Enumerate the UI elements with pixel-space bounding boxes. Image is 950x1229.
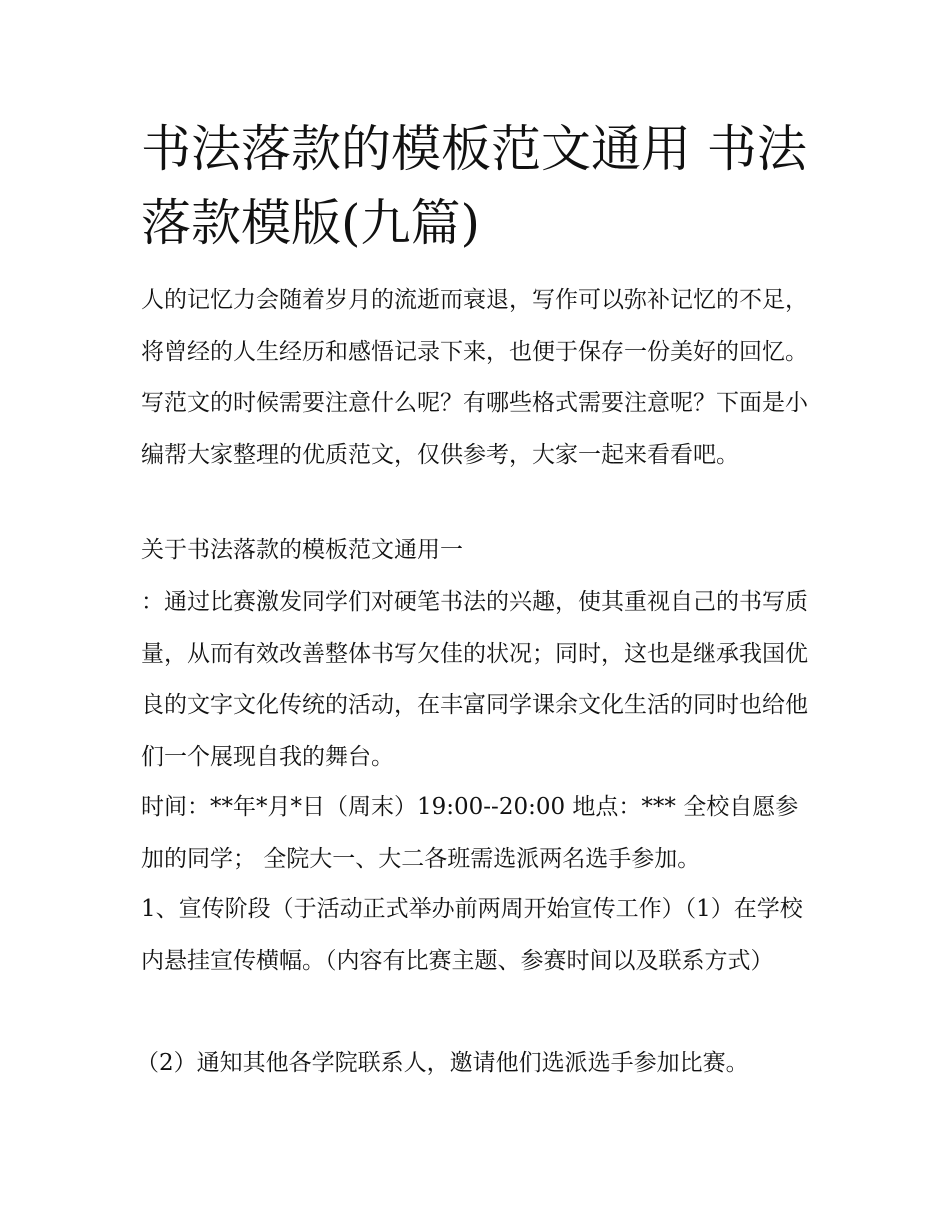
objective-paragraph: ：通过比赛激发同学们对硬笔书法的兴趣，使其重视自己的书写质量，从而有效改善整体书写欠佳的状况；同时，这也是继承我国优良的文字文化传统的活动，在丰富同学课余文化生活的同时也给他们一个展现自我的舞台。 — [141, 589, 808, 770]
step-one-paragraph: 1、宣传阶段（于活动正式举办前两周开始宣传工作）（1）在学校内悬挂宣传横幅。（内容有比赛主题、参赛时间以及联系方式） — [141, 896, 803, 974]
time-place-paragraph: 时间：**年*月*日（周末）19:00--20:00 地点：*** 全校自愿参加的同学； 全院大一、大二各班需选派两名选手参加。 — [141, 794, 799, 872]
document-title: 书法落款的模板范文通用 书法落款模版(九篇) — [141, 120, 807, 252]
intro-paragraph: 人的记忆力会随着岁月的流逝而衰退，写作可以弥补记忆的不足，将曾经的人生经历和感悟记录下来，也便于保存一份美好的回忆。写范文的时候需要注意什么呢？有哪些格式需要注意呢？下面是小编帮大家整理的优质范文，仅供参考，大家一起来看看吧。 — [141, 287, 808, 468]
step-two-paragraph: （2）通知其他各学院联系人，邀请他们选派选手参加比赛。 — [136, 1050, 749, 1076]
section-heading: 关于书法落款的模板范文通用一 — [141, 537, 463, 563]
